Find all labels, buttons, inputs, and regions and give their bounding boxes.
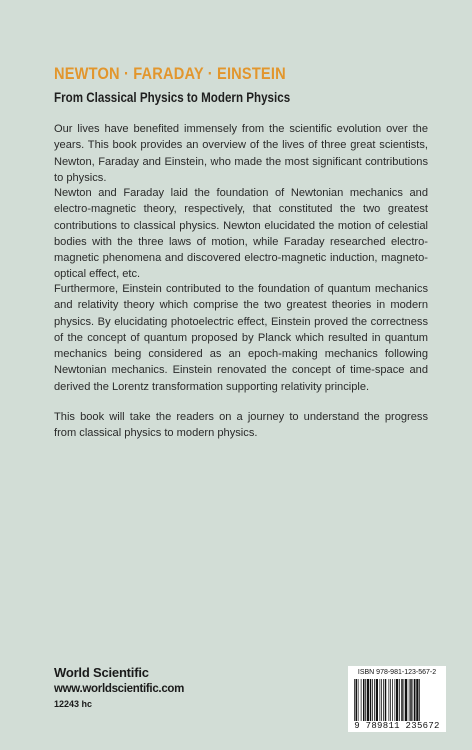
barcode-bar <box>399 679 400 721</box>
barcode-bar <box>410 679 412 721</box>
barcode-bar <box>409 679 410 721</box>
barcode-bar <box>380 679 381 721</box>
book-title: NEWTON · FARADAY · EINSTEIN <box>54 64 286 83</box>
blurb-paragraph-3: Furthermore, Einstein contributed to the foundation of quantum mechanics and relativity theory which comprise the two greatest theories in modern physics. By elucidating photoelectric effect, Einstein proved the correctness of the concept of quantum proposed by Planck which resulted in quantum mechanics being considered as an epoch-making mechanics following Newtonian mechanics. Einstein renovated the concept of time-space and derived the Lorentz transformation supporting relativity principle. <box>54 283 428 393</box>
barcode-bars <box>348 679 446 721</box>
barcode-bar <box>396 679 398 721</box>
barcode-bar <box>383 679 384 721</box>
book-subtitle: From Classical Physics to Modern Physics <box>54 90 291 105</box>
barcode-bar <box>414 679 416 721</box>
blurb-paragraph-2: Newton and Faraday laid the foundation of Newtonian mechanics and electro-magnetic theory, respectively, that constituted the two greatest contributions to classical physics. Newton elucidated the motion of celestial bodies with the three laws of motion, while Faraday researched electro-magnetic phenomena and discovered electro-magnetic induction, magneto-optical effect, etc. <box>54 187 428 281</box>
barcode-bar <box>401 679 403 721</box>
publisher-code: 12243 hc <box>54 699 93 709</box>
barcode-bar <box>361 679 362 721</box>
barcode-bar <box>356 679 358 721</box>
barcode-bar <box>413 679 414 721</box>
isbn-label: ISBN 978-981-123-567-2 <box>357 669 437 676</box>
barcode-bar <box>372 679 373 721</box>
publisher-url: www.worldscientific.com <box>54 683 185 695</box>
barcode-digits: 9 789811 235672 <box>354 721 440 731</box>
barcode-bar <box>416 679 418 721</box>
barcode-bar <box>374 679 375 721</box>
barcode-bar <box>395 679 396 721</box>
barcode-bar <box>367 679 369 721</box>
barcode-bar <box>419 679 420 721</box>
publisher-block <box>54 665 184 711</box>
barcode-bar <box>390 679 391 721</box>
blurb-paragraph-4: This book will take the readers on a journey to understand the progress from classical physics to modern physics. <box>54 411 428 440</box>
barcode-bar <box>354 679 355 721</box>
barcode-bar <box>381 679 382 721</box>
barcode-bar <box>370 679 372 721</box>
barcode-bar <box>365 679 366 721</box>
barcode-bar <box>385 679 387 721</box>
barcode-bar <box>363 679 365 721</box>
publisher-name: World Scientific <box>54 665 149 680</box>
barcode-bar <box>389 679 390 721</box>
barcode-bar <box>404 679 405 721</box>
barcode-bar <box>358 679 359 721</box>
barcode-bar <box>405 679 407 721</box>
barcode-bar <box>376 679 378 721</box>
blurb-paragraph-1: Our lives have benefited immensely from the scientific evolution over the years. This book provides an overview of the lives of three great scientists, Newton, Faraday and Einstein, who made the most significant contributions to physics. <box>54 123 428 184</box>
barcode-bar <box>392 679 393 721</box>
isbn-barcode <box>348 666 446 732</box>
